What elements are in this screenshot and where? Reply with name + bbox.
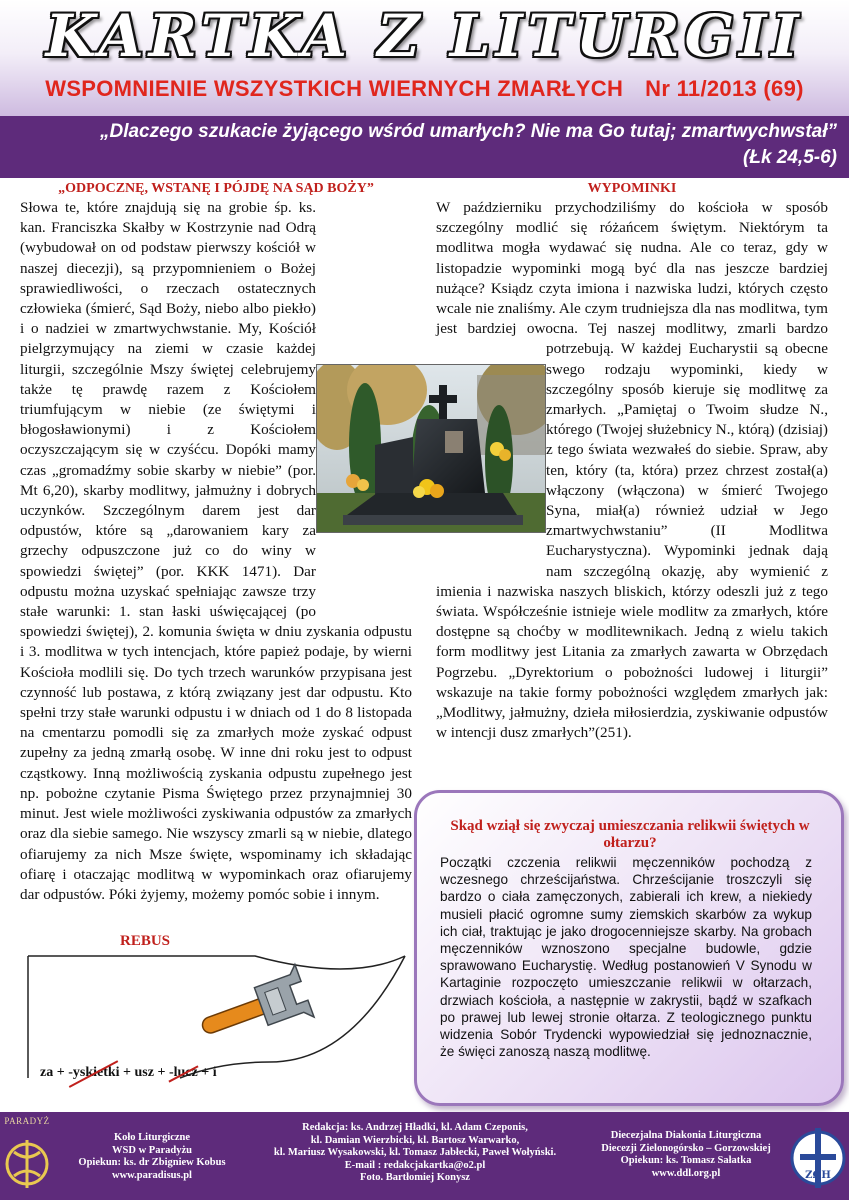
rebus-struck-part: -lucz bbox=[168, 1065, 198, 1080]
footer-text: Koło Liturgiczne bbox=[113, 1132, 191, 1143]
left-article-title: „ODPOCZNĘ, WSTANĘ I PÓJDĘ NA SĄD BOŻY” bbox=[58, 181, 374, 196]
footer-editorial-info bbox=[240, 1122, 590, 1185]
rebus-part: + i bbox=[197, 1065, 217, 1080]
footer-email[interactable]: E-mail : redakcjakartka@o2.pl bbox=[344, 1159, 486, 1171]
diakonia-logo-icon bbox=[790, 1118, 846, 1198]
footer-text: Diecezji Zielonogórsko – Gorzowskiej bbox=[601, 1142, 771, 1154]
motto-quote: „Dlaczego szukacie żyjącego wśród umarłych? Nie ma Go tutaj; zmartwychwstał” bbox=[99, 121, 837, 142]
left-article-body: Słowa te, które znajdują się na grobie śp. ks. kan. Franciszka Skałby w Kostrzynie nad Odrą (wybudował on od podstaw pierwszy kościół w naszej diecezji), są przypomnieniem o Bożej sprawiedliwości, o rzeczach ostatecznych człowieka (śmierć, Sąd Boży, niebo albo piekło) i o nadziei w zmartwychwstanie. My, Kościół pielgrzymujący na ziemi w czasie każdej liturgii, szczególnie Mszy świętej celebrujemy także tę prawdę razem z Kościołem triumfującym w niebie (ze świętymi i błogosławionymi) i z Kościołem oczyszczającym się w czyśćcu. Dopóki mamy czas „gromadźmy sobie skarby w niebie” (por. Mt 6,20), skarby modlitwy, jałmużny i dobrych uczynków. Szczególnym darem jest dar odpustów, które są „darowaniem kary za grzechy odpuszczone już co do winy w spowiedzi świętej” (por. KKK 1471). Dar odpustu można uzyskać spełniając zawsze trzy stałe warunki: 1. stan łaski uświęcającej (po spowiedzi świętej), 2. komunia święta w dniu zyskania odpustu i 3. modlitwa w tych intencjach, które papież podaje, by wierni Kościoła modlili się. Do tych trzech warunków przypisana jest czynność lub postawa, z którą związany jest dar odpustu. Kto spełni trzy stałe warunki odpustu i w dniach od 1 do 8 listopada na cmentarzu pomodli się za zmarłych może zyskać odpust zupełny za jedną zmarłą osobę. W inne dni roku jest to odpust cząstkowy. Inną możliwością zyskania odpustu zupełnego jest np. pobożne czytanie Pisma Świętego przez przynajmniej 30 minut. Jest wiele możliwości zyskiwania odpustów za zmarłych oraz dla siebie samego. Nie wszyscy zmarli są w niebie, dlatego ofiarujemy za nich Msze święte, wspominamy ich składając ofiarę i otaczając modlitwą w wypominkach oraz ofiarujemy dar odpustów. Póki żyjemy, możemy pomóc sobie i innym. bbox=[20, 199, 412, 903]
footer-right-info bbox=[586, 1130, 786, 1180]
issue-number: Nr 11/2013 (69) bbox=[645, 76, 804, 101]
grave-photo-image bbox=[317, 365, 545, 532]
footer-text: Redakcja: ks. Andrzej Hładki, kl. Adam Czeponis, bbox=[302, 1122, 528, 1133]
occasion-title: WSPOMNIENIE WSZYSTKICH WIERNYCH ZMARŁYCH bbox=[45, 76, 624, 101]
rebus-part: za + bbox=[40, 1065, 69, 1080]
footer-text: WSD w Paradyżu bbox=[112, 1144, 192, 1156]
right-article-title: WYPOMINKI bbox=[587, 181, 677, 196]
footer-text: Opiekun: ks. dr Zbigniew Kobus bbox=[78, 1157, 226, 1169]
rebus-title: REBUS bbox=[120, 933, 171, 949]
motto-reference: (Łk 24,5-6) bbox=[743, 147, 837, 168]
seminary-logo-icon bbox=[2, 1122, 52, 1196]
relics-body: Początki czczenia relikwii męczenników pochodzą z wczesnego chrześcijaństwa. Chrześcijanie troszczyli się bardzo o ciała zamęczonych, zabierali ich krew, a niekiedy musieli płacić ogromne sumy ziemskich skarbów za wykup ich ciał, traktując je jako drogocenniejsze skarby. Na grobach męczenników wznoszono specjalne budowle, gdzie sprawowano Eucharystię. Według postanowień V Synodu w Kartaginie rozpoczęto umieszczanie relikwii w ołtarzach, drzwiach kościoła, a następnie w zakrystii, bądź w szafkach po prawej lub lewej stronie ołtarza. Z teologicznego punktu widzenia Sobór Trydencki wypowiedział się jednoznacznie, że święci zanoszą naszą modlitwę. bbox=[440, 855, 812, 1060]
rebus-formula bbox=[40, 1065, 217, 1081]
footer-link[interactable]: www.paradisus.pl bbox=[112, 1169, 192, 1181]
footer-text: kl. Mariusz Wysakowski, kl. Tomasz Jabłecki, Paweł Wołyński. bbox=[273, 1147, 557, 1159]
right-article-body: W październiku przychodziliśmy do kościoła w sposób szczególny modlić się różańcem świętym. Niektórym ta modlitwa mogła wydawać się nudna. Ale co teraz, gdy w listopadzie wypominki mogą być dla nas jeszcze bardziej nużące? Ksiądz czyta imiona i nazwiska ludzi, których często wcale nie znaliśmy. Ale czym trudniejsza dla nas modlitwa, tym jest bardziej owocna. Tej naszej modlitwy, zmarli bardzo potrzebują. W każdej Eucharystii są obecne swego rodzaju wypominki, kiedy w szczególny sposób kieruje się modlitwę za zmarłych. „Pamiętaj o Twoim słudze N., którego (Twojej służebnicy N., którą) (dzisiaj) z tego świata wezwałeś do siebie. Spraw, aby ten, który (ta, która) przez chrzest został(a) włączony (włączona) w śmierć Twojego Syna, miał(a) również udział w Jego zmartwychwstaniu” (II Modlitwa Eucharystyczna). Wypominki jednak dają nam szczególną okazję, aby wymienić z imienia i nazwiska naszych bliskich, którzy odeszli już z tego świata. Współcześnie istnieje wiele modlitw za zmarłych, które dostępne są choćby w modlitewnikach. Jedną z wielu takich form modlitwy jest Litania za zmarłych zawarta w Obrzędach Pogrzebu. „Dyrektorium o pobożności ludowej i liturgii” wskazuje na takie formy pobożności względem zmarłych jak: „Modlitwy, jałmużny, dzieła miłosierdzia, zyskiwanie odpustów w intencji dusz zmarłych”(251). bbox=[436, 199, 828, 742]
masthead-title: KARTKA Z LITURGII bbox=[45, 2, 804, 70]
rebus-struck-part: -yskietki bbox=[68, 1065, 120, 1080]
issue-line bbox=[0, 76, 849, 102]
footer-text: Diecezjalna Diakonia Liturgiczna bbox=[610, 1130, 762, 1141]
relics-title: Skąd wziął się zwyczaj umieszczania relikwii świętych w ołtarzu? bbox=[450, 818, 810, 851]
rebus-part: + usz + bbox=[119, 1065, 169, 1080]
svg-text:ZΩH: ZΩH bbox=[805, 1170, 831, 1181]
footer-left-info bbox=[52, 1132, 252, 1182]
footer-text: Foto. Bartłomiej Konysz bbox=[360, 1172, 470, 1184]
footer-link[interactable]: www.ddl.org.pl bbox=[651, 1167, 721, 1179]
footer-text: Opiekun: ks. Tomasz Sałatka bbox=[620, 1155, 752, 1167]
rebus-wrench-image bbox=[20, 952, 410, 1080]
seminary-logo-label: PARADYŻ bbox=[4, 1116, 50, 1126]
grave-photo bbox=[316, 364, 546, 533]
footer-text: kl. Damian Wierzbicki, kl. Bartosz Warwarko, bbox=[310, 1134, 520, 1146]
